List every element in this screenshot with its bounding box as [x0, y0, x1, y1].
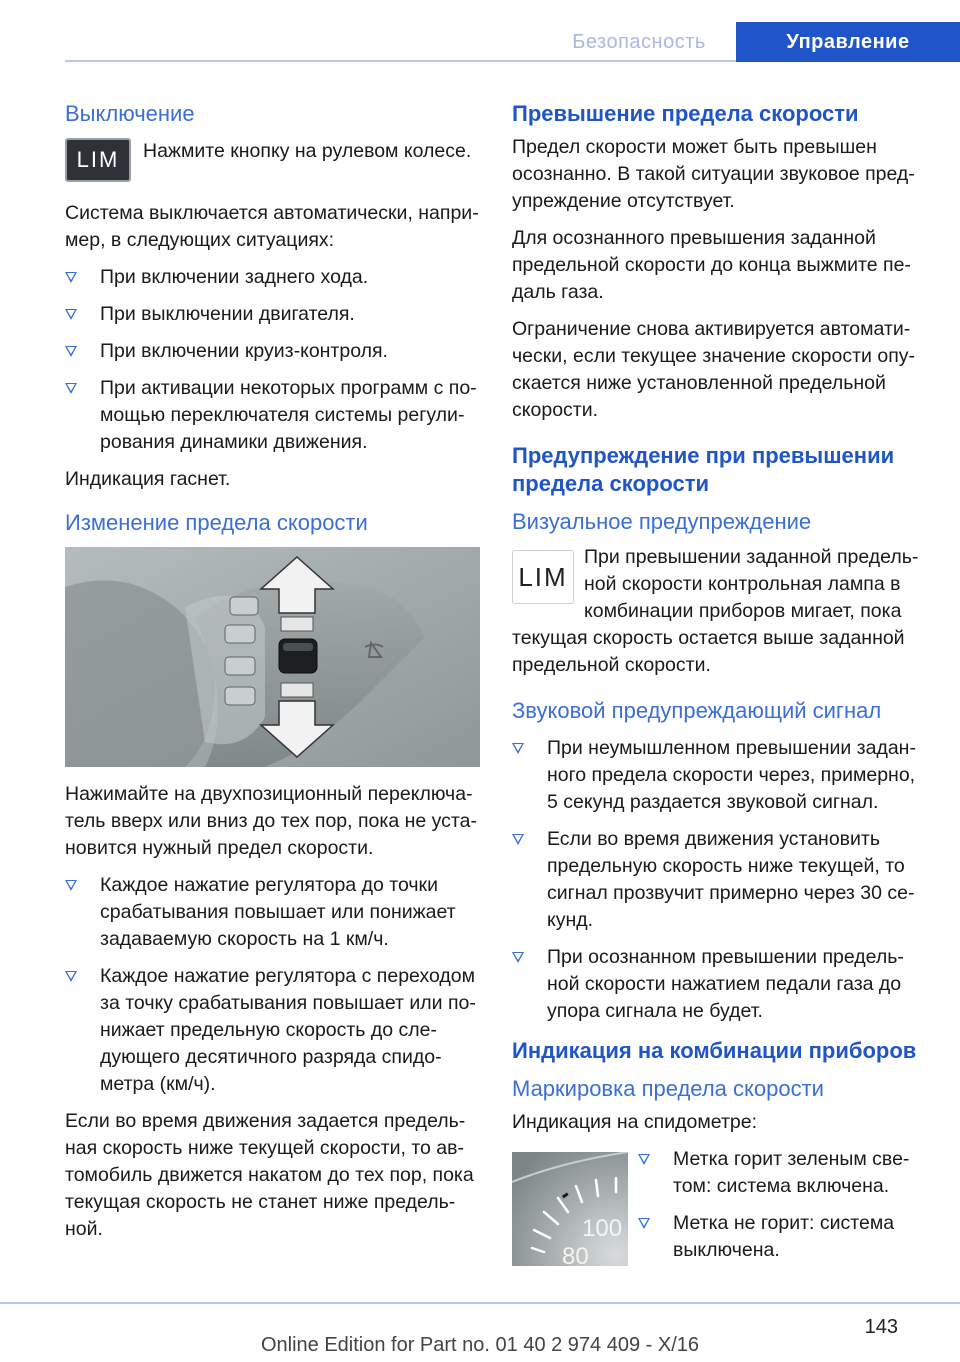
exceed-text-3: Ограничение снова активируется автомати-чески, если текущее значение скорости опу-скается ниже установленной предельной скорости. — [512, 318, 916, 421]
list-item: Метка не горит: система выключена. — [638, 1210, 928, 1264]
heading-audio-warning: Звуковой предупреждающий сигнал — [512, 698, 882, 723]
bullet-triangle-icon — [65, 971, 77, 982]
speedo-label-80: 80 — [562, 1243, 589, 1266]
bullet-triangle-icon — [512, 834, 524, 845]
indicator-off-text: Индикация гаснет. — [65, 468, 231, 490]
bullet-triangle-icon — [65, 880, 77, 891]
speedometer-section — [512, 1146, 924, 1266]
heading-exceed-limit: Превышение предела скорости — [512, 101, 859, 126]
tab-safety[interactable]: Безопасность — [572, 30, 706, 53]
tab-controls[interactable]: Управление — [736, 22, 960, 62]
lim-button-icon — [65, 138, 131, 182]
steering-wheel-rocker-image — [65, 547, 480, 767]
auto-off-list — [65, 264, 480, 456]
bullet-triangle-icon — [65, 272, 77, 283]
left-column — [65, 100, 480, 1253]
heading-change-limit: Изменение предела скорости — [65, 510, 368, 535]
rocker-instruction: Нажимайте на двухпозиционный переключа-тель вверх или вниз до тех пор, пока не уста-новится нужный предел скорости. — [65, 783, 477, 859]
exceed-text-1: Предел скорости может быть превышен осознанно. В такой ситуации звуковое пред-упреждение отсутствует. — [512, 136, 915, 212]
list-item: Каждое нажатие регулятора с переходом за точку срабатывания повышает или по-нижает предельную скорость до сле-дующего десятичного разряда спидо-метра (км/ч). — [65, 963, 480, 1098]
list-item: При включении круиз-контроля. — [65, 338, 480, 365]
heading-warning: Предупреждение при превышении предела скорости — [512, 443, 895, 496]
heading-switch-off: Выключение — [65, 101, 195, 126]
heading-instrument-display: Индикация на комбинации приборов — [512, 1038, 917, 1063]
exceed-text-2: Для осознанного превышения заданной предельной скорости до конца выжмите пе-даль газа. — [512, 227, 911, 303]
lim-indicator-icon — [512, 550, 574, 604]
speedo-intro: Индикация на спидометре: — [512, 1111, 757, 1133]
list-item: При неумышленном превышении задан-ного предела скорости через, примерно, 5 секунд раздается звуковой сигнал. — [512, 735, 924, 816]
bullet-triangle-icon — [638, 1218, 650, 1229]
heading-limit-marking: Маркировка предела скорости — [512, 1076, 824, 1101]
bullet-triangle-icon — [65, 346, 77, 357]
press-button-text: Нажмите кнопку на рулевом колесе. — [143, 140, 472, 162]
list-item: При выключении двигателя. — [65, 301, 480, 328]
coasting-text: Если во время движения задается предель-ная скорость ниже текущей скорости, то ав-томобиль движется накатом до тех пор, пока текущая скорость не станет ниже предель-ной. — [65, 1110, 474, 1240]
bullet-triangle-icon — [512, 743, 524, 754]
list-item: При включении заднего хода. — [65, 264, 480, 291]
speedo-label-100: 100 — [582, 1215, 623, 1242]
heading-visual-warning: Визуальное предупреждение — [512, 509, 812, 534]
footer-rule — [0, 1302, 960, 1304]
bullet-triangle-icon — [65, 383, 77, 394]
speedometer-image — [512, 1152, 628, 1266]
list-item: Метка горит зеленым све-том: система включена. — [638, 1146, 928, 1200]
lim-button-label: LIM — [76, 147, 120, 172]
list-item: При активации некоторых программ с по-мощью переключателя системы регули-рования динамики движения. — [65, 375, 480, 456]
rocker-list — [65, 872, 480, 1098]
page-number: 143 — [864, 1316, 898, 1338]
right-column — [512, 100, 924, 1266]
speedo-list — [638, 1146, 928, 1274]
list-item: Каждое нажатие регулятора до точки срабатывания повышает или понижает задаваемую скорость на 1 км/ч. — [65, 872, 480, 953]
audio-list — [512, 735, 924, 1025]
lim-indicator-label: LIM — [518, 561, 568, 592]
auto-off-intro: Система выключается автоматически, напри-мер, в следующих ситуациях: — [65, 202, 479, 251]
bullet-triangle-icon — [638, 1154, 650, 1165]
visual-warning-text: При превышении заданной предель-ной скорости контрольная лампа в комбинации приборов мигает, пока текущая скорость остается выше заданной предельной скорости. — [512, 546, 919, 676]
list-item: При осознанном превышении предель-ной скорости нажатием педали газа до упора сигнала не будет. — [512, 944, 924, 1025]
bullet-triangle-icon — [65, 309, 77, 320]
edition-info: Online Edition for Part no. 01 40 2 974 409 - X/16 — [260, 1334, 700, 1356]
bullet-triangle-icon — [512, 952, 524, 963]
list-item: Если во время движения установить предельную скорость ниже текущей, то сигнал прозвучит примерно через 30 се-кунд. — [512, 826, 924, 934]
